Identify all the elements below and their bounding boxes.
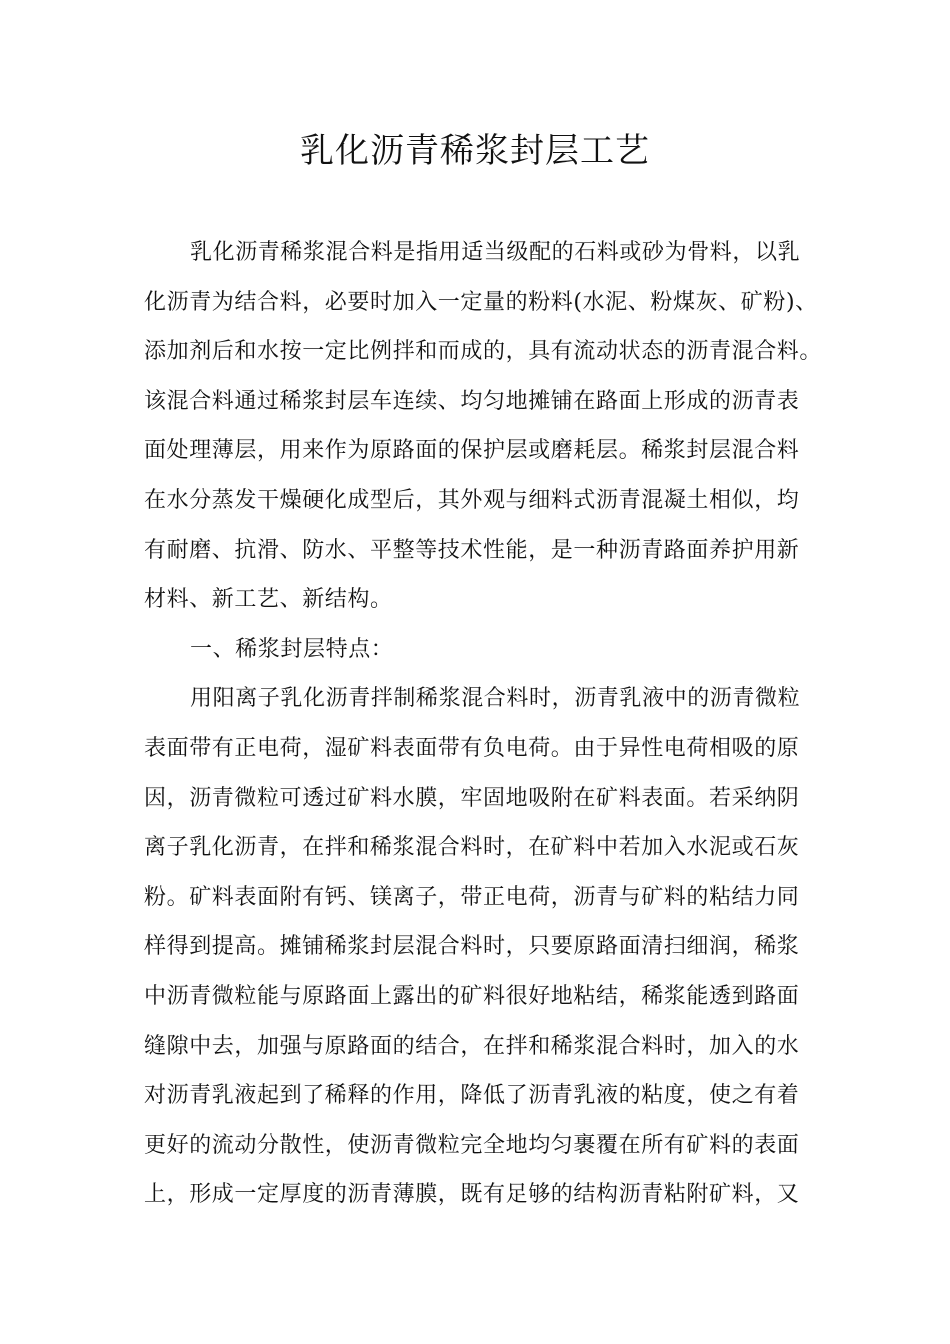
text-line: 该混合料通过稀浆封层车连续、均匀地摊铺在路面上形成的沥青表 [144,388,800,414]
text-line: 材料、新工艺、新结构。 [144,587,393,613]
text-line: 上，形成一定厚度的沥青薄膜，既有足够的结构沥青粘附矿料，又 [144,1182,800,1208]
text-line: 因，沥青微粒可透过矿料水膜，牢固地吸附在矿料表面。若采纳阴 [144,785,800,811]
text-line: 有耐磨、抗滑、防水、平整等技术性能，是一种沥青路面养护用新 [144,537,800,563]
text-line: 乳化沥青稀浆混合料是指用适当级配的石料或砂为骨料，以乳 [190,240,801,265]
document-title: 乳化沥青稀浆封层工艺 [300,131,650,171]
text-line: 化沥青为结合料，必要时加入一定量的粉料(水泥、粉煤灰、矿粉)、 [144,289,818,315]
text-line: 添加剂后和水按一定比例拌和而成的，具有流动状态的沥青混合料。 [144,339,823,365]
text-line: 离子乳化沥青，在拌和稀浆混合料时，在矿料中若加入水泥或石灰 [144,835,800,861]
text-line: 在水分蒸发干燥硬化成型后，其外观与细料式沥青混凝土相似，均 [144,487,800,513]
text-line: 用阳离子乳化沥青拌制稀浆混合料时，沥青乳液中的沥青微粒 [190,686,801,712]
text-line: 面处理薄层，用来作为原路面的保护层或磨耗层。稀浆封层混合料 [144,438,800,464]
text-line: 缝隙中去，加强与原路面的结合，在拌和稀浆混合料时，加入的水 [144,1033,800,1059]
text-line: 粉。矿料表面附有钙、镁离子，带正电荷，沥青与矿料的粘结力同 [144,884,800,910]
document-body [144,228,823,1220]
section-heading: 一、稀浆封层特点： [190,636,394,662]
text-line: 中沥青微粒能与原路面上露出的矿料很好地粘结，稀浆能透到路面 [144,983,800,1009]
text-line: 更好的流动分散性，使沥青微粒完全地均匀裹覆在所有矿料的表面 [144,1132,800,1158]
text-line: 表面带有正电荷，湿矿料表面带有负电荷。由于异性电荷相吸的原 [144,735,800,761]
text-line: 样得到提高。摊铺稀浆封层混合料时，只要原路面清扫细润，稀浆 [144,934,800,960]
text-line: 对沥青乳液起到了稀释的作用，降低了沥青乳液的粘度，使之有着 [144,1083,800,1109]
